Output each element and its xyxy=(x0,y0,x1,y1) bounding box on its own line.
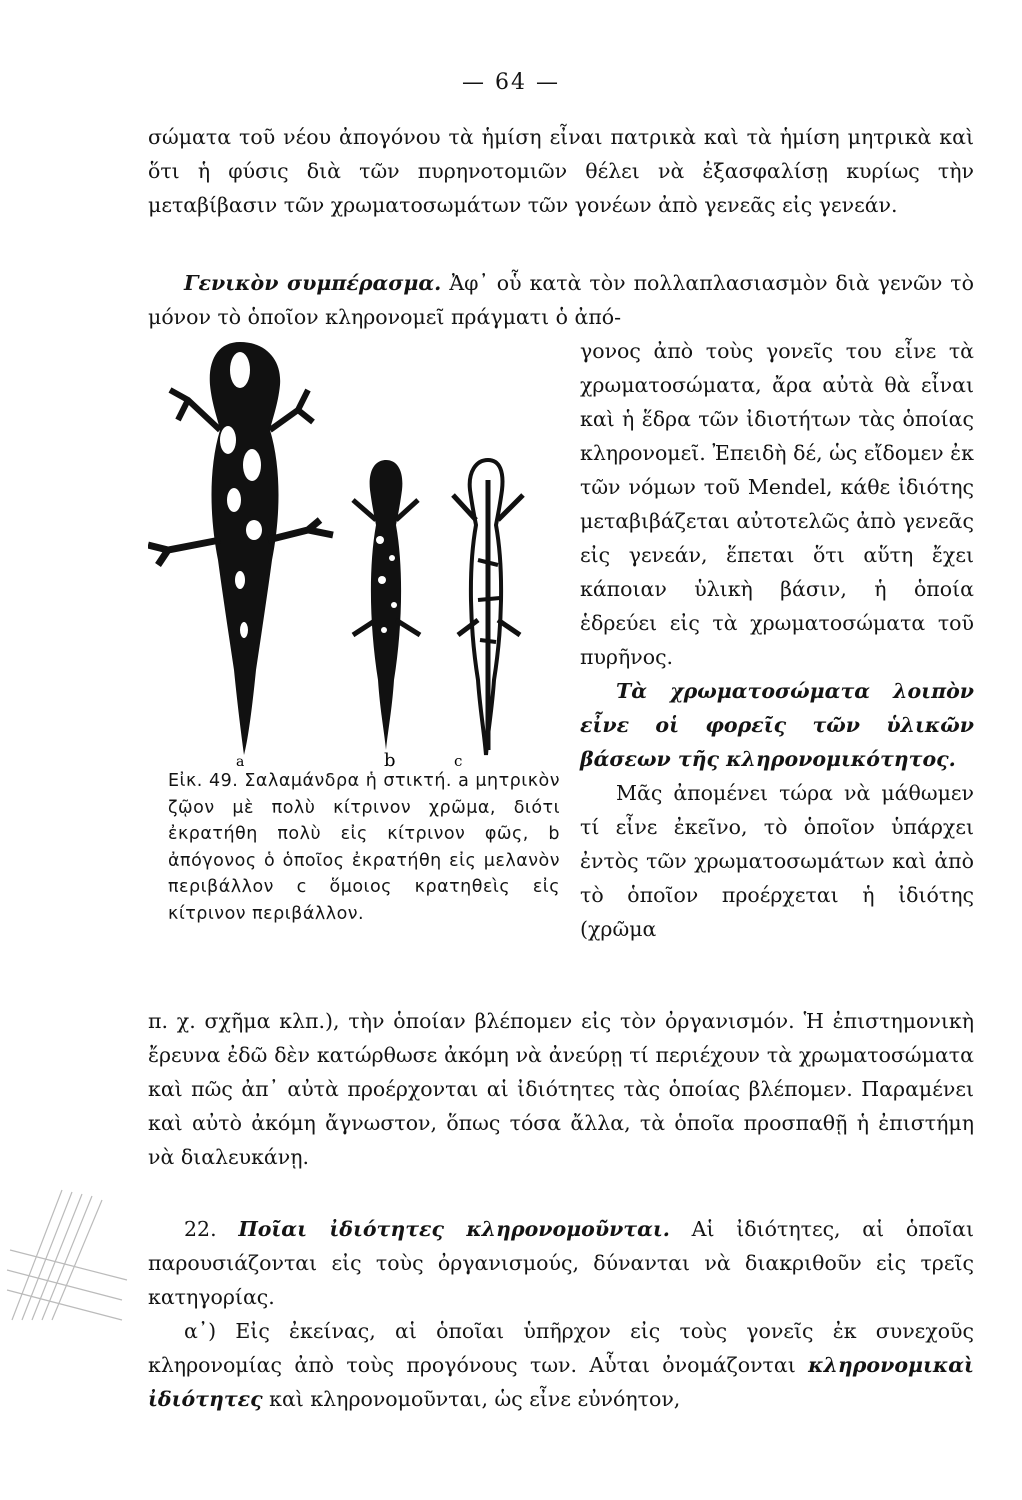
figure-label-c: c xyxy=(454,752,463,770)
figure-caption: Εἰκ. 49. Σαλαμάνδρα ἡ στικτή. a μητρικὸν ζῷον μὲ πολὺ κίτρινον χρῶμα, διότι ἐκρατήθη πολὺ εἰς κίτρινον φῶς, b ἀπόγονος ὁ ὁποῖος ἐκρατήθη εἰς μελανὸν περιβάλλον c ὅμοιος κρατηθεὶς εἰς κίτρινον περιβάλλον. xyxy=(168,771,560,924)
top-paragraph xyxy=(148,120,974,222)
salamander-figure xyxy=(148,330,568,770)
pencil-scribble xyxy=(2,1170,152,1330)
conclusion-lead-text: Ἀφ᾽ οὗ κατὰ τὸν πολλαπλασιασμὸν διὰ γενῶν τὸ μόνον τὸ ὁποῖον κληρονομεῖ πράγματι ὁ ἀπό- xyxy=(148,271,974,329)
figure-label-a: a xyxy=(236,754,245,770)
item-a xyxy=(148,1314,974,1416)
item-a-tail: καὶ κληρονομοῦνται, ὡς εἶνε εὐνόητον, xyxy=(269,1387,681,1411)
salamander-b-drawing xyxy=(353,460,420,750)
item-a-bold: κληρονομικαὶ ἰδιότητες xyxy=(148,1353,974,1411)
section-number: 22. xyxy=(184,1217,217,1241)
conclusion-column xyxy=(580,334,974,946)
page-number: — 64 — xyxy=(462,70,560,95)
conclusion-lead xyxy=(148,266,974,334)
continuation-text: π. χ. σχῆμα κλπ.), τὴν ὁποίαν βλέπομεν εἰς τὸν ὀργανισμόν. Ἡ ἐπιστημονικὴ ἔρευνα ἐδῶ δὲν κατώρθωσε ἀκόμη νὰ ἀνεύρῃ τί περιέχουν τὰ χρωματοσώματα καὶ πῶς ἀπ᾽ αὐτὰ προέρχονται αἱ ἰδιότητες τὰς ὁποίας βλέπομεν. Παραμένει καὶ αὐτὸ ἀκόμη ἄγνωστον, ὅπως τόσα ἄλλα, τὰ ὁποῖα προσπαθῇ ἡ ἐπιστήμη νὰ διαλευκάνῃ. xyxy=(148,1009,974,1169)
top-paragraph-text: σώματα τοῦ νέου ἀπογόνου τὰ ἡμίση εἶναι πατρικὰ καὶ τὰ ἡμίση μητρικὰ καὶ ὅτι ἡ φύσις διὰ τῶν πυρηνοτομιῶν θέλει νὰ ἐξασφαλίσῃ κυρίως τὴν μεταβίβασιν τῶν χρωματοσωμάτων τῶν γονέων ἀπὸ γενεᾶς εἰς γενεάν. xyxy=(148,125,974,217)
bold-statement: Τὰ χρωματοσώματα λοιπὸν εἶνε οἱ φορεῖς τῶν ὑλικῶν βάσεων τῆς κληρονομικότητος. xyxy=(580,679,974,771)
conclusion-heading: Γενικὸν συμπέρασμα. xyxy=(184,271,442,295)
next-lead: Μᾶς ἀπομένει τώρα νὰ μάθωμεν τί εἶνε ἐκεῖνο, τὸ ὁποῖον ὑπάρχει ἐντὸς τῶν χρωματοσωμάτων καὶ ἀπὸ τὸ ὁποῖον προέρχεται ἡ ἰδιότης (χρῶμα xyxy=(580,781,974,941)
conclusion-column-text: γονος ἀπὸ τοὺς γονεῖς του εἶνε τὰ χρωματοσώματα, ἄρα αὐτὰ θὰ εἶναι καὶ ἡ ἕδρα τῶν ἰδιοτήτων τὰς ὁποίας κληρονομεῖ. Ἐπειδὴ δέ, ὡς εἴδομεν ἐκ τῶν νόμων τοῦ Mendel, κάθε ἰδιότης μεταβιβάζεται αὐτοτελῶς ἀπὸ γενεᾶς εἰς γενεάν, ἕπεται ὅτι αὕτη ἔχει κάποιαν ὑλικὴ βάσιν, ἡ ὁποία ἑδρεύει εἰς τὰ χρωματοσώματα τοῦ πυρῆνος. xyxy=(580,339,974,669)
figure-label-b: b xyxy=(384,750,396,770)
section-heading: Ποῖαι ἰδιότητες κληρονομοῦνται. xyxy=(238,1217,670,1241)
continuation-paragraph xyxy=(148,1004,974,1174)
item-a-text: Εἰς ἐκείνας, αἱ ὁποῖαι ὑπῆρχον εἰς τοὺς γονεῖς ἐκ συνεχοῦς κληρονομίας ἀπὸ τοὺς προγόνους των. Αὗται ὀνομάζονται xyxy=(148,1319,974,1377)
item-a-marker: α᾽) xyxy=(184,1319,217,1343)
salamander-c-drawing xyxy=(453,460,523,755)
salamander-a-drawing xyxy=(148,342,333,755)
section-22 xyxy=(148,1212,974,1416)
section-text: Αἱ ἰδιότητες, αἱ ὁποῖαι παρουσιάζονται εἰς τοὺς ὀργανισμούς, δύνανται νὰ διακριθοῦν εἰς τρεῖς κατηγορίας. xyxy=(148,1217,974,1309)
